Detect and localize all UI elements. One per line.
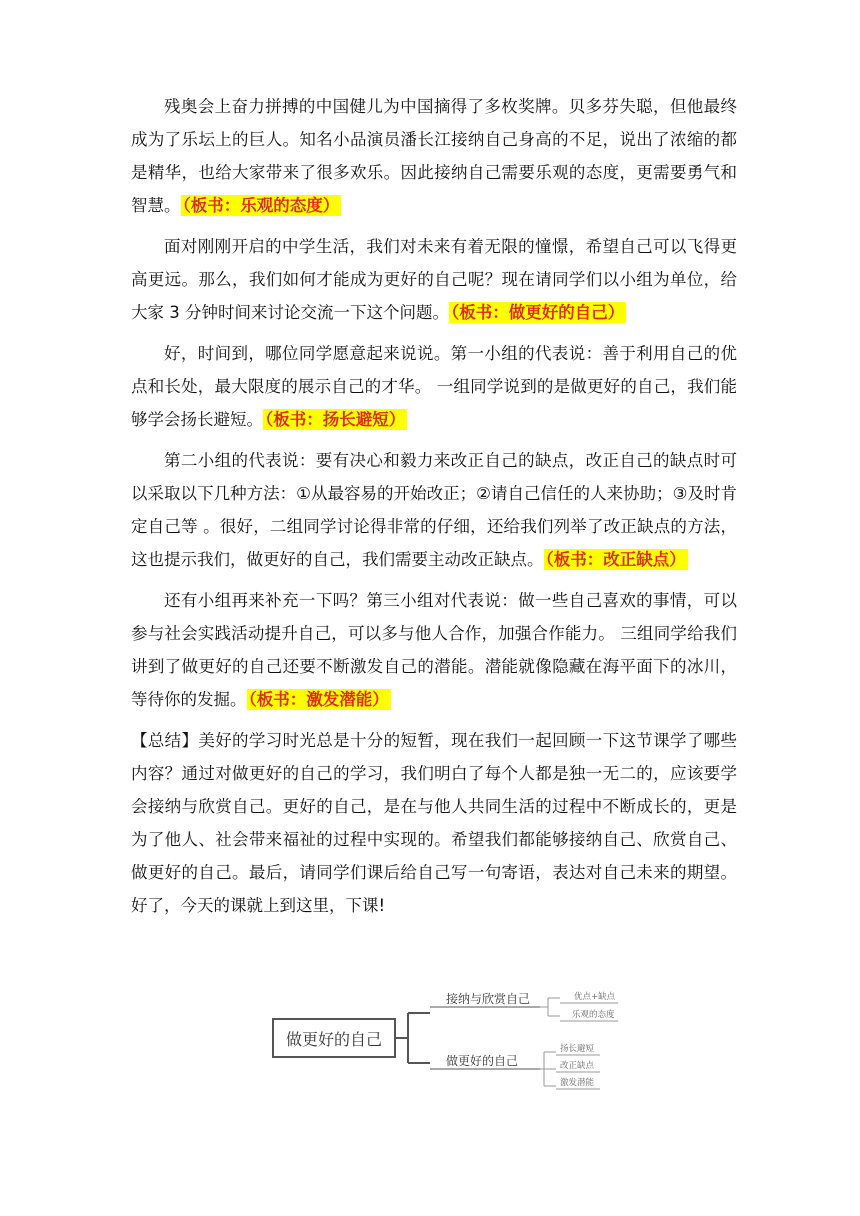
paragraph-text: 残奥会上奋力拼搏的中国健儿为中国摘得了多枚奖牌。贝多芬失聪，但他最终成为了乐坛上的巨人。知名小品演员潘长江接纳自己身高的不足，说出了浓缩的都是精华，也给大家带来了很多欢乐。因此接纳自己需要乐观的态度，更需要勇气和智慧。: [131, 97, 737, 215]
diagram-leaf: 扬长避短: [560, 1044, 595, 1054]
paragraph-text: 好，时间到，哪位同学愿意起来说说。第一小组的代表说：善于利用自己的优点和长处，最大限度的展示自己的才华。 一组同学说到的是做更好的自己，我们能够学会扬长避短。: [131, 344, 737, 429]
diagram-leaf: 乐观的态度: [572, 1010, 615, 1020]
paragraph-2: [131, 230, 737, 329]
summary-text: 美好的学习时光总是十分的短暂，现在我们一起回顾一下这节课学了哪些内容？通过对做更好的自己的学习，我们明白了每个人都是独一无二的，应该要学会接纳与欣赏自己。更好的自己，是在与他人共同生活的过程中不断成长的，更是为了他人、社会带来福祉的过程中实现的。希望我们都能够接纳自己、欣赏自己、做更好的自己。最后，请同学们课后给自己写一句寄语，表达对自己未来的期望。好了，今天的课就上到这里，下课!: [131, 731, 738, 915]
diagram-branch-better: 做更好的自己: [446, 1054, 519, 1068]
board-note: （板书：激发潜能）: [248, 690, 389, 709]
paragraph-text: 面对刚刚开启的中学生活，我们对未来有着无限的憧憬，希望自己可以飞得更高更远。那么，我们如何才能成为更好的自己呢？现在请同学们以小组为单位，给大家 3 分钟时间来讨论交流一下这个问题。: [131, 237, 737, 322]
paragraph-1: [131, 90, 737, 222]
diagram-root: 做更好的自己: [272, 1018, 396, 1058]
summary-paragraph: [131, 724, 737, 922]
paragraph-text: 第二小组的代表说：要有决心和毅力来改正自己的缺点，改正自己的缺点时可以采取以下几种方法：①从最容易的开始改正；②请自己信任的人来协助；③及时肯定自己等 。很好，二组同学讨论得非常的仔细，还给我们列举了改正缺点的方法，这也提示我们，做更好的自己，我们需要主动改正缺点。: [131, 451, 737, 569]
paragraph-4: [131, 444, 737, 576]
board-note: （板书：做更好的自己）: [451, 303, 625, 322]
diagram-branch-accept: 接纳与欣赏自己: [446, 992, 531, 1006]
board-note: （板书：扬长避短）: [265, 410, 406, 429]
diagram-leaf: 优点+缺点: [574, 992, 616, 1002]
board-note: （板书：改正缺点）: [545, 550, 686, 569]
paragraph-3: [131, 337, 737, 436]
lesson-text: [131, 90, 737, 930]
diagram-leaf: 激发潜能: [560, 1078, 595, 1088]
board-note: （板书：乐观的态度）: [182, 196, 340, 215]
paragraph-5: [131, 584, 737, 716]
diagram-leaf: 改正缺点: [560, 1061, 595, 1071]
paragraph-text: 还有小组再来补充一下吗？第三小组对代表说：做一些自己喜欢的事情，可以参与社会实践活动提升自己，可以多与他人合作，加强合作能力。 三组同学给我们讲到了做更好的自己还要不断激发自己的潜能。潜能就像隐藏在海平面下的冰川，等待你的发掘。: [131, 591, 737, 709]
summary-tag: 【总结】: [131, 731, 199, 750]
